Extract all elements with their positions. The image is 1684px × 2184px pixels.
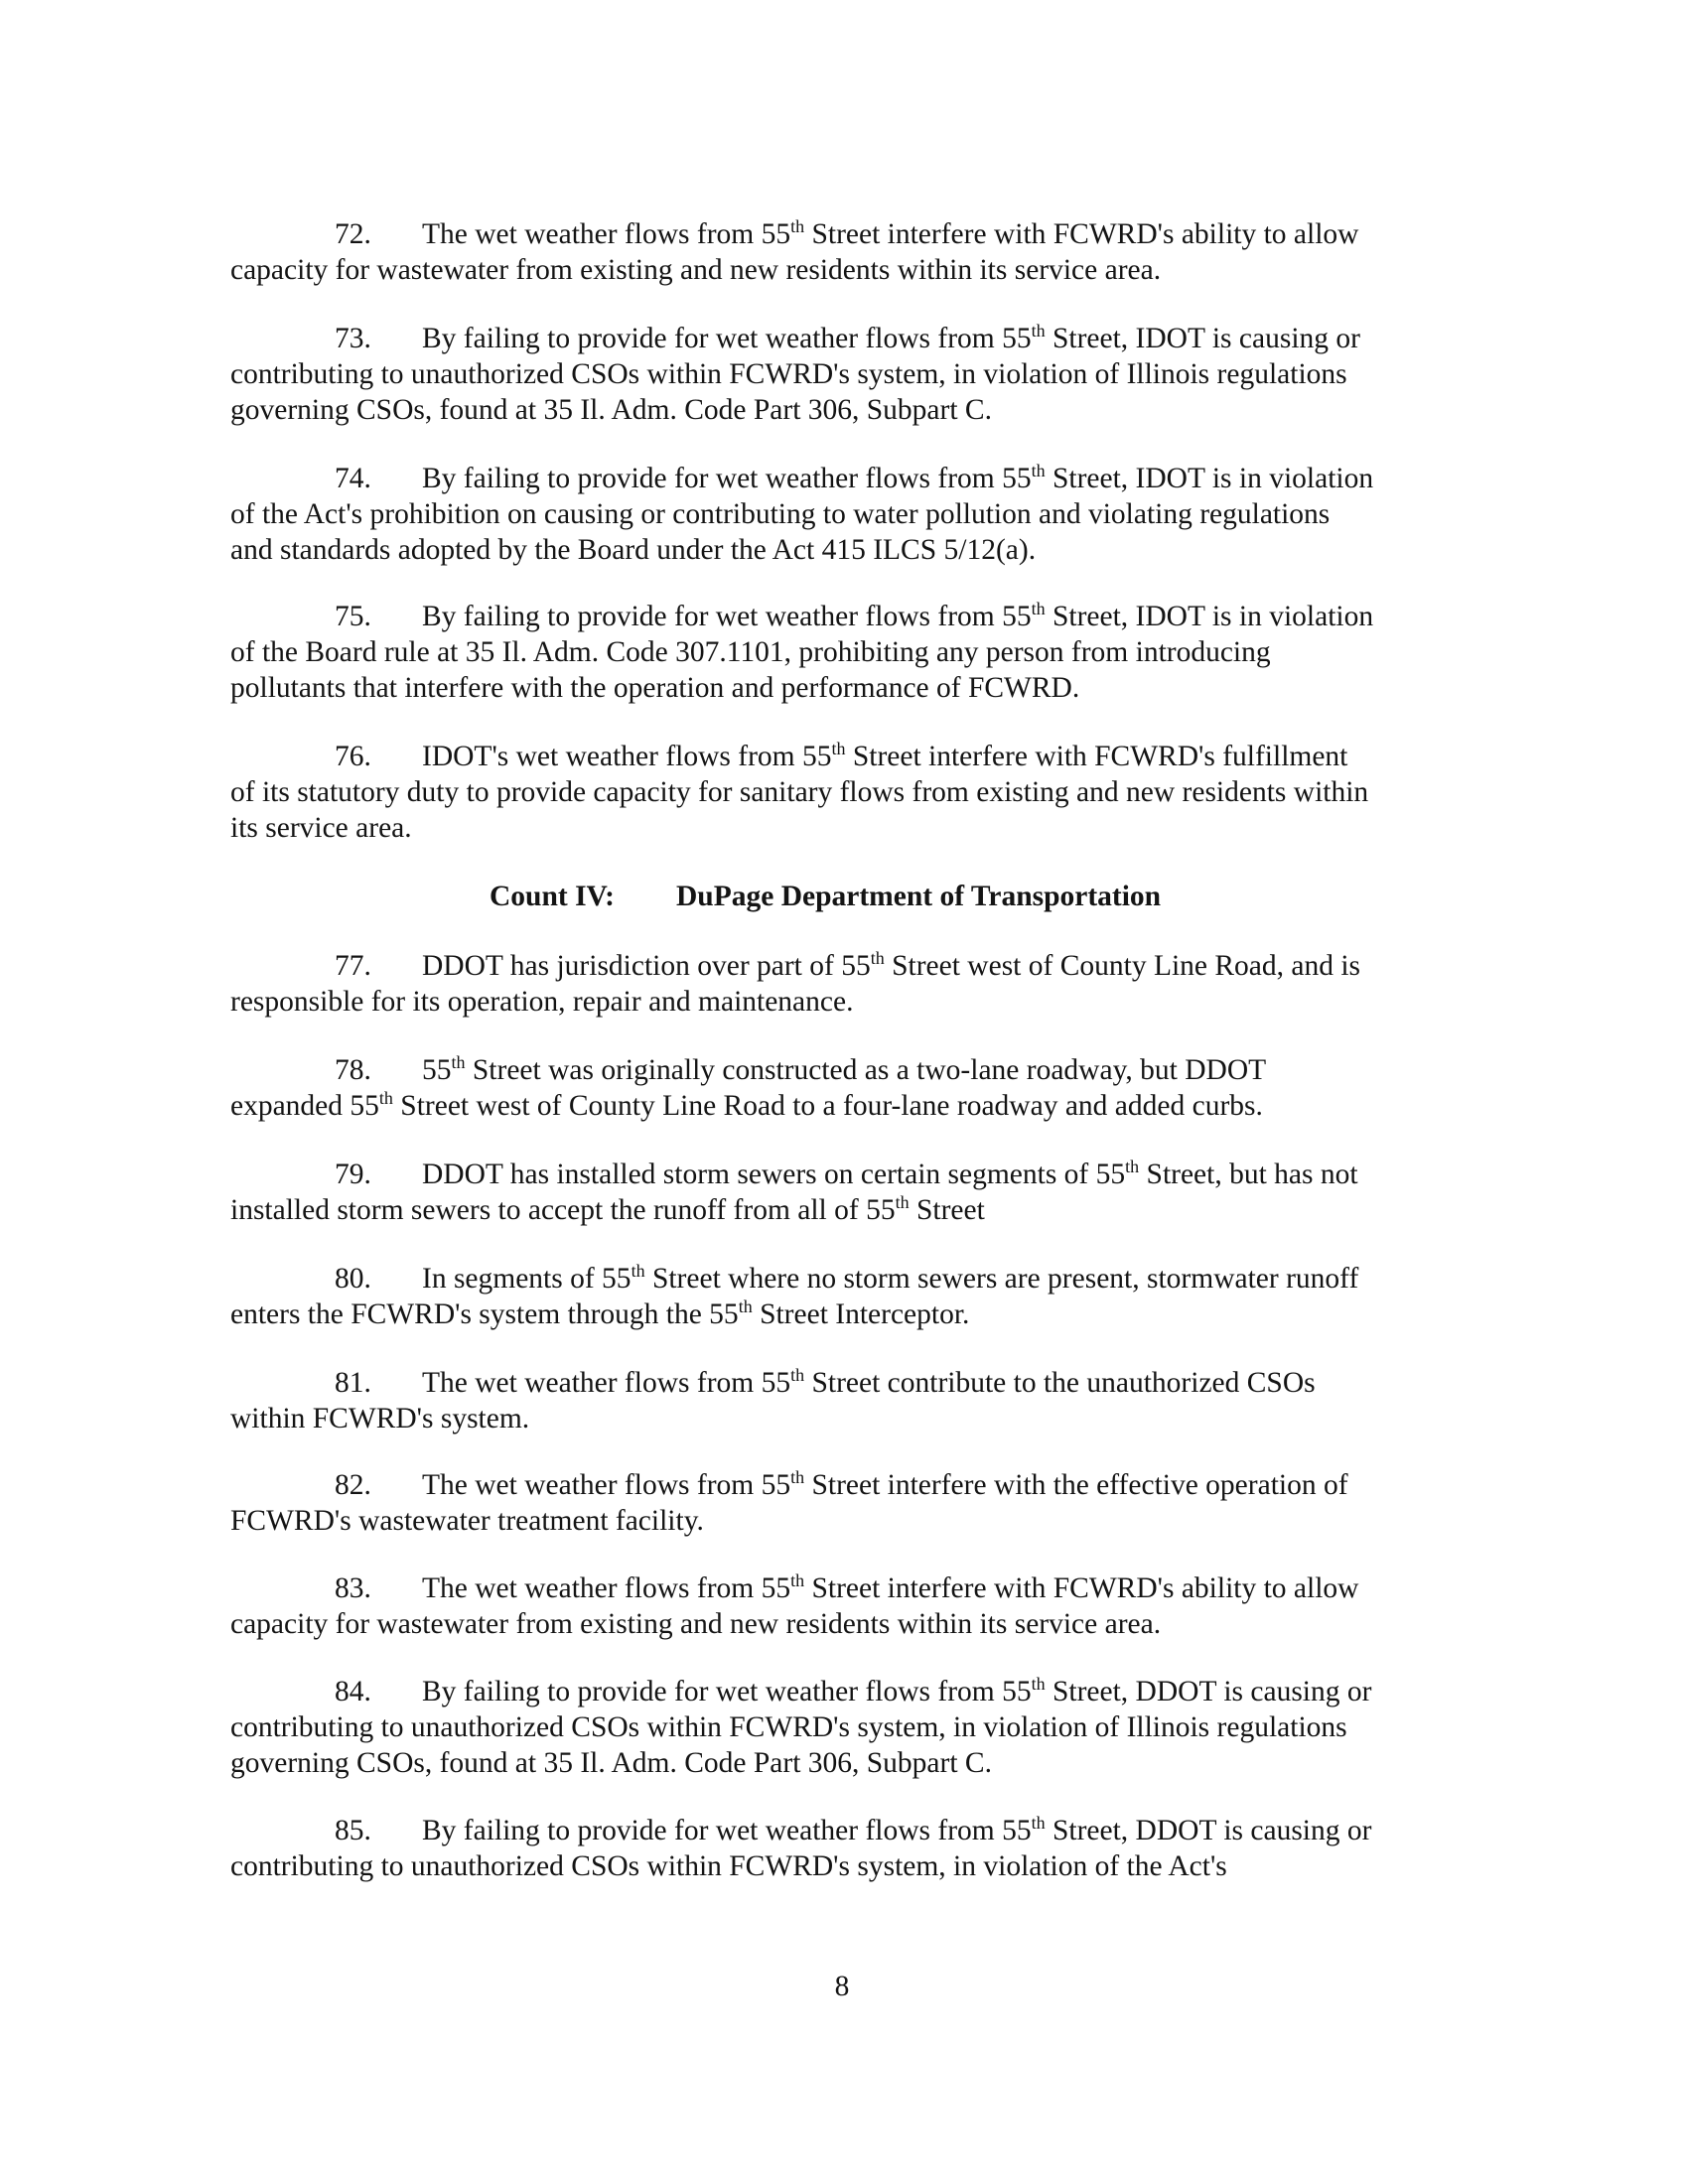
paragraph-line: of the Board rule at 35 Il. Adm. Code 307.1101, prohibiting any person from introducing: [230, 636, 1271, 668]
paragraph-line: FCWRD's wastewater treatment facility.: [230, 1505, 704, 1537]
paragraph-line: responsible for its operation, repair and maintenance.: [230, 986, 854, 1018]
paragraph-line: 85. By failing to provide for wet weather flows from 55th Street, DDOT is causing or: [335, 1813, 1372, 1846]
paragraph-line: 83. The wet weather flows from 55th Street interfere with FCWRD's ability to allow: [335, 1570, 1359, 1604]
paragraph-number: 79.: [335, 1159, 371, 1190]
paragraph-number: 76.: [335, 741, 371, 772]
paragraph-78: [230, 1052, 1462, 1124]
paragraph-line: 84. By failing to provide for wet weather flows from 55th Street, DDOT is causing or: [335, 1674, 1372, 1707]
paragraph-82: [230, 1467, 1462, 1539]
paragraph-line: 81. The wet weather flows from 55th Street contribute to the unauthorized CSOs: [335, 1365, 1316, 1399]
paragraph-79: [230, 1157, 1462, 1228]
paragraph-number: 77.: [335, 950, 371, 982]
paragraph-line: enters the FCWRD's system through the 55th Street Interceptor.: [230, 1297, 970, 1330]
paragraph-line: contributing to unauthorized CSOs within FCWRD's system, in violation of Illinois regulations: [230, 1711, 1347, 1743]
paragraph-85: [230, 1813, 1462, 1884]
paragraph-line: and standards adopted by the Board under the Act 415 ILCS 5/12(a).: [230, 534, 1037, 566]
paragraph-line: within FCWRD's system.: [230, 1403, 530, 1434]
paragraph-line: installed storm sewers to accept the runoff from all of 55th Street: [230, 1192, 985, 1226]
paragraph-83: [230, 1570, 1462, 1642]
paragraph-line: capacity for wastewater from existing and new residents within its service area.: [230, 254, 1162, 286]
paragraph-line: 76. IDOT's wet weather flows from 55th Street interfere with FCWRD's fulfillment: [335, 739, 1348, 772]
paragraph-line: 77. DDOT has jurisdiction over part of 55th Street west of County Line Road, and is: [335, 948, 1361, 982]
paragraph-line: expanded 55th Street west of County Line Road to a four-lane roadway and added curbs.: [230, 1088, 1263, 1122]
paragraph-line: governing CSOs, found at 35 Il. Adm. Code Part 306, Subpart C.: [230, 1747, 992, 1779]
paragraph-76: [230, 739, 1462, 846]
paragraph-number: 74.: [335, 463, 371, 494]
paragraph-number: 80.: [335, 1263, 371, 1295]
paragraph-line: 82. The wet weather flows from 55th Street interfere with the effective operation of: [335, 1467, 1348, 1501]
paragraph-line: 74. By failing to provide for wet weather flows from 55th Street, IDOT is in violation: [335, 461, 1374, 494]
paragraph-line: contributing to unauthorized CSOs within FCWRD's system, in violation of the Act's: [230, 1850, 1227, 1882]
section-heading: [490, 879, 1161, 914]
heading-title: DuPage Department of Transportation: [676, 881, 1162, 912]
paragraph-line: 78. 55th Street was originally constructed as a two-lane roadway, but DDOT: [335, 1052, 1267, 1086]
paragraph-line: contributing to unauthorized CSOs within FCWRD's system, in violation of Illinois regulations: [230, 358, 1347, 390]
paragraph-line: 80. In segments of 55th Street where no storm sewers are present, stormwater runoff: [335, 1261, 1359, 1295]
paragraph-73: [230, 321, 1462, 428]
paragraph-81: [230, 1365, 1462, 1436]
paragraph-74: [230, 461, 1462, 568]
paragraph-line: 72. The wet weather flows from 55th Street interfere with FCWRD's ability to allow: [335, 216, 1359, 250]
paragraph-line: 73. By failing to provide for wet weather flows from 55th Street, IDOT is causing or: [335, 321, 1360, 354]
heading-count-label: Count IV:: [490, 881, 615, 912]
paragraph-number: 83.: [335, 1572, 371, 1604]
paragraph-line: 79. DDOT has installed storm sewers on certain segments of 55th Street, but has not: [335, 1157, 1358, 1190]
paragraph-line: capacity for wastewater from existing and new residents within its service area.: [230, 1608, 1162, 1640]
paragraph-number: 81.: [335, 1367, 371, 1399]
paragraph-number: 78.: [335, 1054, 371, 1086]
paragraph-line: governing CSOs, found at 35 Il. Adm. Code Part 306, Subpart C.: [230, 394, 992, 426]
paragraph-line: of the Act's prohibition on causing or contributing to water pollution and violating regulations: [230, 498, 1331, 530]
paragraph-84: [230, 1674, 1462, 1781]
paragraph-line: 75. By failing to provide for wet weather flows from 55th Street, IDOT is in violation: [335, 599, 1374, 632]
paragraph-80: [230, 1261, 1462, 1332]
paragraph-line: pollutants that interfere with the operation and performance of FCWRD.: [230, 672, 1080, 704]
paragraph-number: 82.: [335, 1469, 371, 1501]
page-number: 8: [834, 1971, 850, 2002]
paragraph-number: 75.: [335, 601, 371, 632]
paragraph-75: [230, 599, 1462, 706]
paragraph-number: 84.: [335, 1676, 371, 1707]
paragraph-77: [230, 948, 1462, 1020]
paragraph-number: 72.: [335, 218, 371, 250]
paragraph-number: 73.: [335, 323, 371, 354]
paragraph-number: 85.: [335, 1815, 371, 1846]
paragraph-72: [230, 216, 1462, 288]
paragraph-line: of its statutory duty to provide capacity for sanitary flows from existing and new residents within: [230, 776, 1369, 808]
paragraph-line: its service area.: [230, 812, 412, 844]
